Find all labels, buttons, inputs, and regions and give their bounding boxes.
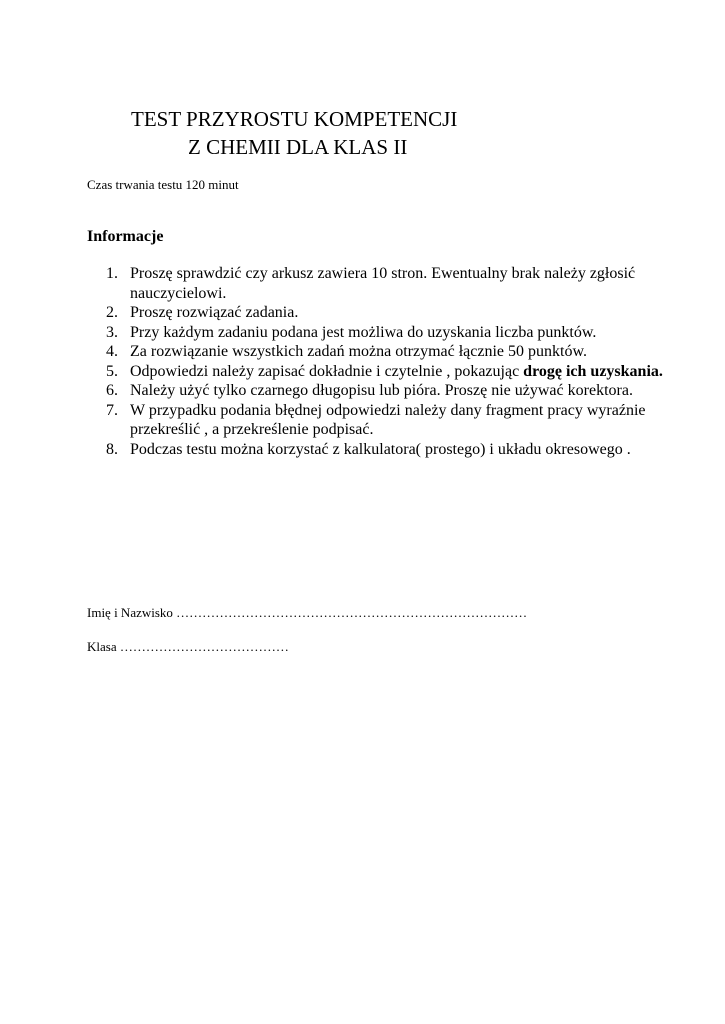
info-heading: Informacje (87, 228, 164, 245)
info-item-number: 5. (106, 362, 118, 380)
info-item-number: 1. (106, 265, 118, 282)
document-title-line-2: Z CHEMII DLA KLAS II (188, 135, 408, 159)
info-item-number: 4. (106, 343, 118, 360)
info-item-text: Odpowiedzi należy zapisać dokładnie i czytelnie , pokazując (130, 362, 524, 380)
info-item (106, 381, 666, 401)
info-item-number: 7. (106, 401, 118, 419)
test-duration: Czas trwania testu 120 minut (87, 177, 239, 192)
info-item-text: Podczas testu można korzystać z kalkulatora( prostego) i układu okresowego . (130, 440, 631, 458)
info-item-number: 3. (106, 323, 118, 341)
info-item-text: Proszę sprawdzić czy arkusz zawiera 10 stron. Ewentualny brak należy zgłosić nauczycielowi. (130, 265, 636, 302)
info-item (106, 401, 666, 440)
info-item-number: 8. (106, 440, 118, 458)
info-list (106, 264, 666, 459)
class-field: Klasa ………………………………… (87, 639, 289, 654)
document-title-line-1: TEST PRZYROSTU KOMPETENCJI (131, 107, 458, 131)
info-item-text: Przy każdym zadaniu podana jest możliwa do uzyskania liczba punktów. (130, 323, 597, 341)
info-item-number: 6. (106, 382, 118, 399)
info-item (106, 323, 666, 343)
info-item (106, 303, 666, 323)
info-item-text: Za rozwiązanie wszystkich zadań można otrzymać łącznie 50 punktów. (130, 343, 587, 360)
info-item (106, 362, 666, 382)
info-item (106, 440, 666, 460)
info-item-emphasis: drogę ich uzyskania. (523, 362, 663, 380)
info-item (106, 264, 666, 303)
info-item-text: Należy użyć tylko czarnego długopisu lub pióra. Proszę nie używać korektora. (130, 382, 633, 399)
info-item-text: Proszę rozwiązać zadania. (130, 304, 299, 321)
info-item-number: 2. (106, 304, 118, 321)
info-item (106, 342, 666, 362)
info-item-text: W przypadku podania błędnej odpowiedzi należy dany fragment pracy wyraźnie przekreślić , a przekreślenie podpisać. (130, 401, 646, 438)
name-field: Imię i Nazwisko ……………………………………………………………………… (87, 605, 528, 620)
